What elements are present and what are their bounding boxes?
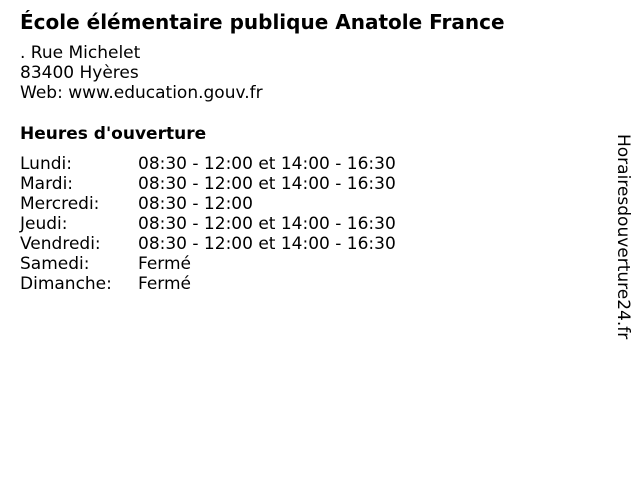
day-times: Fermé bbox=[138, 274, 192, 294]
brand-site-name: Horairesdouverture24.fr bbox=[613, 134, 633, 340]
day-label: Lundi: bbox=[20, 154, 72, 174]
website: Web: www.education.gouv.fr bbox=[20, 83, 263, 103]
address-city: 83400 Hyères bbox=[20, 63, 139, 83]
day-times: 08:30 - 12:00 et 14:00 - 16:30 bbox=[138, 234, 396, 254]
place-name: École élémentaire publique Anatole France bbox=[20, 10, 505, 34]
hours-row-monday bbox=[20, 154, 396, 174]
address-street: . Rue Michelet bbox=[20, 43, 141, 63]
day-label: Mardi: bbox=[20, 174, 74, 194]
address-block bbox=[20, 43, 263, 103]
hours-row-thursday bbox=[20, 214, 396, 234]
brand-watermark bbox=[612, 134, 634, 370]
hours-table bbox=[20, 154, 396, 294]
day-label: Samedi: bbox=[20, 254, 90, 274]
day-label: Mercredi: bbox=[20, 194, 100, 214]
hours-row-wednesday bbox=[20, 194, 396, 214]
hours-row-sunday bbox=[20, 274, 396, 294]
hours-row-saturday bbox=[20, 254, 396, 274]
hours-row-friday bbox=[20, 234, 396, 254]
hours-heading: Heures d'ouverture bbox=[20, 124, 207, 144]
day-label: Jeudi: bbox=[20, 214, 68, 234]
day-times: 08:30 - 12:00 bbox=[138, 194, 253, 214]
day-times: 08:30 - 12:00 et 14:00 - 16:30 bbox=[138, 214, 396, 234]
day-times: 08:30 - 12:00 et 14:00 - 16:30 bbox=[138, 174, 396, 194]
hours-row-tuesday bbox=[20, 174, 396, 194]
day-times: Fermé bbox=[138, 254, 192, 274]
day-label: Vendredi: bbox=[20, 234, 101, 254]
day-label: Dimanche: bbox=[20, 274, 112, 294]
day-times: 08:30 - 12:00 et 14:00 - 16:30 bbox=[138, 154, 396, 174]
